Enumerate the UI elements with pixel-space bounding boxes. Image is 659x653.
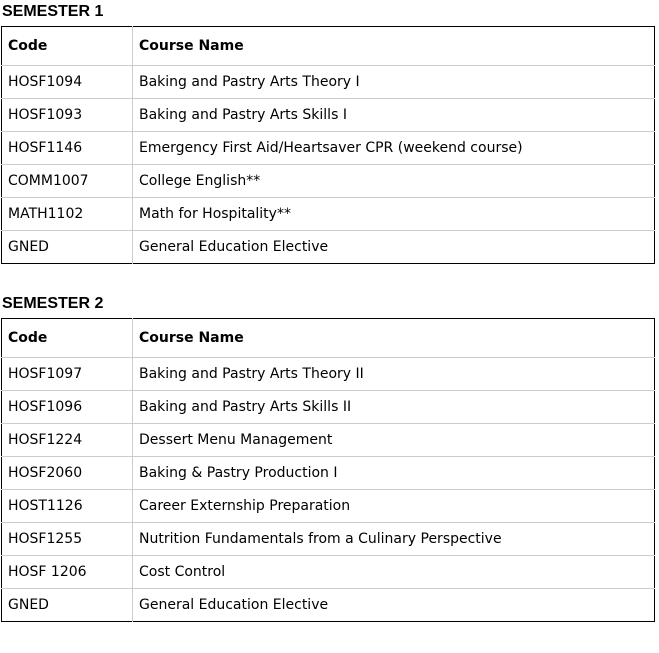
- course-name: College English**: [133, 165, 655, 198]
- course-code: GNED: [2, 589, 133, 622]
- column-header-course-name: Course Name: [133, 319, 655, 358]
- course-code: HOSF1146: [2, 132, 133, 165]
- course-name: Baking and Pastry Arts Skills II: [133, 391, 655, 424]
- semester-title: SEMESTER 2: [2, 295, 104, 312]
- course-name: Baking and Pastry Arts Skills I: [133, 99, 655, 132]
- course-code: GNED: [2, 231, 133, 264]
- semester-1-section: [0, 2, 655, 264]
- course-table: [1, 318, 655, 622]
- course-name: Emergency First Aid/Heartsaver CPR (weekend course): [133, 132, 655, 165]
- course-code: HOST1126: [2, 490, 133, 523]
- table-row: [2, 231, 655, 264]
- table-row: [2, 66, 655, 99]
- course-code: HOSF1224: [2, 424, 133, 457]
- semester-2-section: [0, 294, 655, 622]
- course-name: Nutrition Fundamentals from a Culinary Perspective: [133, 523, 655, 556]
- course-name: Math for Hospitality**: [133, 198, 655, 231]
- course-name: General Education Elective: [133, 589, 655, 622]
- course-code: HOSF1093: [2, 99, 133, 132]
- table-header-row: [2, 27, 655, 66]
- course-code: HOSF1097: [2, 358, 133, 391]
- table-row: [2, 391, 655, 424]
- course-code: HOSF 1206: [2, 556, 133, 589]
- table-row: [2, 589, 655, 622]
- course-code: HOSF2060: [2, 457, 133, 490]
- column-header-code: Code: [2, 27, 133, 66]
- table-row: [2, 99, 655, 132]
- course-name: Career Externship Preparation: [133, 490, 655, 523]
- table-row: [2, 198, 655, 231]
- table-row: [2, 358, 655, 391]
- course-name: General Education Elective: [133, 231, 655, 264]
- table-header-row: [2, 319, 655, 358]
- column-header-course-name: Course Name: [133, 27, 655, 66]
- course-name: Baking & Pastry Production I: [133, 457, 655, 490]
- course-code: MATH1102: [2, 198, 133, 231]
- course-name: Cost Control: [133, 556, 655, 589]
- table-row: [2, 424, 655, 457]
- course-name: Baking and Pastry Arts Theory II: [133, 358, 655, 391]
- semester-title: SEMESTER 1: [2, 3, 104, 20]
- table-row: [2, 523, 655, 556]
- course-name: Dessert Menu Management: [133, 424, 655, 457]
- table-row: [2, 490, 655, 523]
- course-name: Baking and Pastry Arts Theory I: [133, 66, 655, 99]
- course-code: HOSF1094: [2, 66, 133, 99]
- course-code: HOSF1096: [2, 391, 133, 424]
- table-row: [2, 132, 655, 165]
- column-header-code: Code: [2, 319, 133, 358]
- course-table: [1, 26, 655, 264]
- table-row: [2, 556, 655, 589]
- course-code: HOSF1255: [2, 523, 133, 556]
- course-code: COMM1007: [2, 165, 133, 198]
- table-row: [2, 165, 655, 198]
- table-row: [2, 457, 655, 490]
